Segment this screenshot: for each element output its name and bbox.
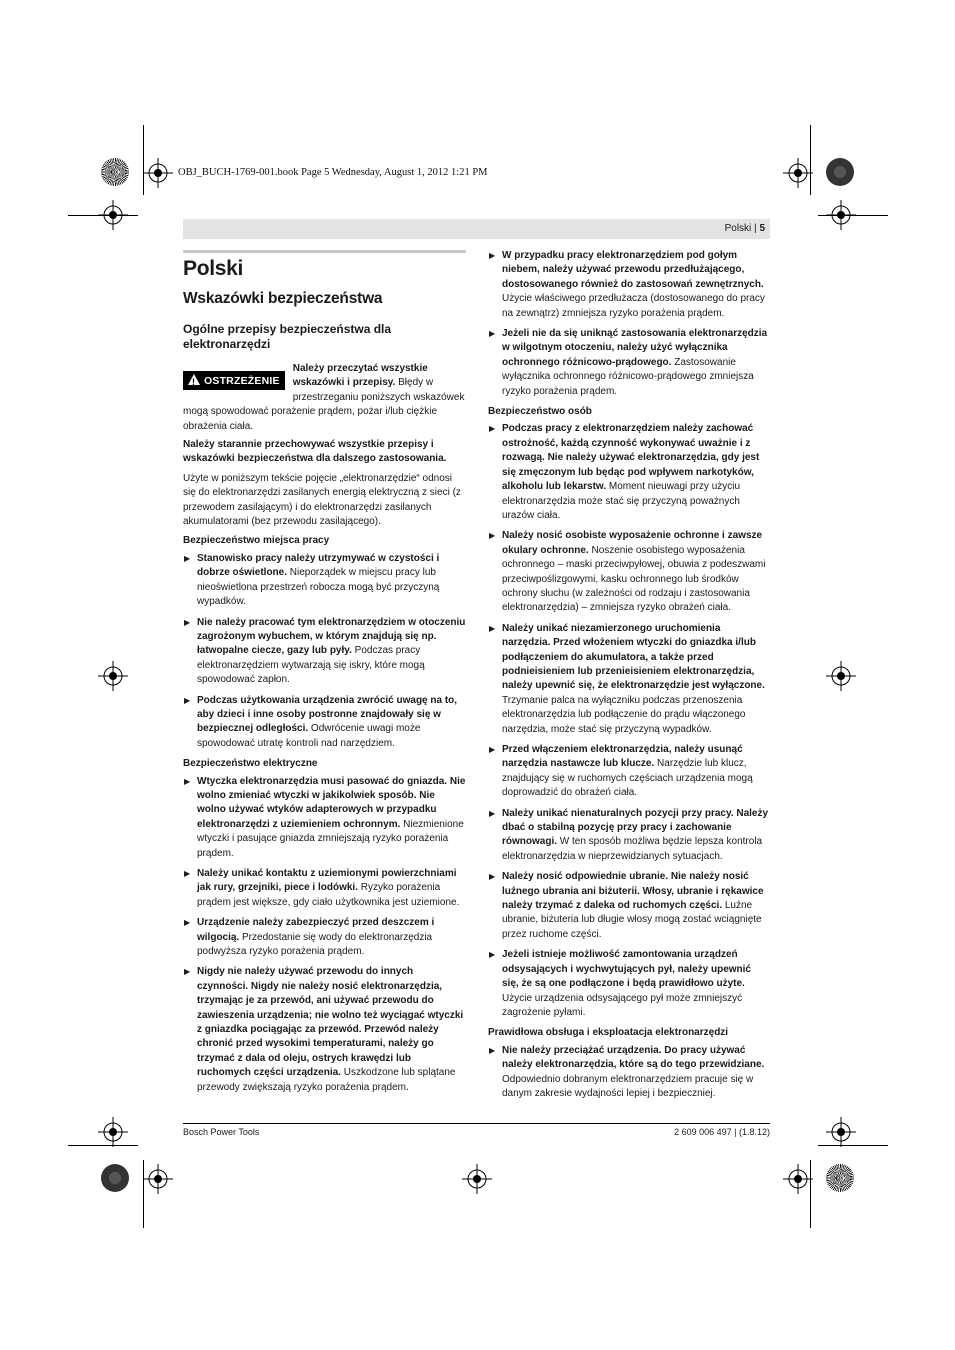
- page-header: Polski | 5: [724, 223, 765, 234]
- registration-mark-icon: [98, 1117, 128, 1147]
- list-item: ▶ Należy nosić osobiste wyposażenie ochronne i zawsze okulary ochronne. Noszenie osobistego wyposażenia ochronnego – maski przeciwpyłowej, obuwia z podeszwami przeciwpoślizgowymi, kasku ochronnego lub środków ochrony słuchu (w zależności od rodzaju i zastosowania elektronarzędzia) – zmniejsza ryzyko obrażeń ciała.: [488, 529, 770, 615]
- footer-doc-number: 2 609 006 497 | (1.8.12): [674, 1127, 770, 1137]
- registration-mark-icon: [143, 1164, 173, 1194]
- right-column: [488, 249, 770, 1107]
- section-heading: Ogólne przepisy bezpieczeństwa dla elektronarzędzi: [183, 322, 392, 351]
- footer-rule: [183, 1123, 770, 1124]
- registration-mark-icon: [826, 200, 856, 230]
- list-item: ▶ Należy unikać niezamierzonego uruchomienia narzędzia. Przed włożeniem wtyczki do gniazdka i/lub podłączeniem do akumulatora, a także przed podnieisieniem lub przenieisieniem elektronarzędzia, należy upewnić się, że elektronarzędzie jest wyłączone. Trzymanie palca na wyłączniku podczas przenoszenia elektronarzędzia lub podłączenie do prądu włączonego narzędzia, może stać się przyczyną wypadków.: [488, 622, 770, 737]
- registration-mark-icon: [783, 1164, 813, 1194]
- list-item: ▶ Nie należy pracować tym elektronarzędziem w otoczeniu zagrożonym wybuchem, w którym znajdują się np. łatwopalne ciecze, gazy lub pyły. Podczas pracy elektronarzędziem wytwarzają się iskry, które mogą spowodować zapłon.: [183, 616, 466, 688]
- definition-paragraph: Użyte w poniższym tekście pojęcie „elektronarzędzie“ odnosi się do elektronarzędzi zasilanych energią elektryczną z sieci (z przewodem zasilającym) i do elektronarzędzi zasilanych akumulatorami (bez przewodu zasilającego).: [183, 472, 461, 528]
- registration-mark-icon: [826, 1117, 856, 1147]
- color-dial-icon: [826, 158, 854, 186]
- warning-badge: !OSTRZEŻENIE: [183, 371, 285, 390]
- registration-mark-icon: [143, 158, 173, 188]
- registration-mark-icon: [98, 200, 128, 230]
- registration-mark-icon: [98, 661, 128, 691]
- list-item: ▶ Urządzenie należy zabezpieczyć przed deszczem i wilgocią. Przedostanie się wody do elektronarzędzia podwyższa ryzyko porażenia prądem.: [183, 916, 466, 959]
- subheading-workplace: Bezpieczeństwo miejsca pracy: [183, 535, 330, 547]
- list-item: ▶ Nie należy przeciążać urządzenia. Do pracy używać należy elektronarzędzia, które są do tego przewidziane. Odpowiednio dobranym elektronarzędziem pracuje się w danym zakresie wydajności lepiej i bezpieczniej.: [488, 1044, 770, 1102]
- warning-text: Błędy w przestrzeganiu poniższych wskazówek mogą spowodować porażenie prądem, pożar i/lub ciężkie obrażenia ciała.: [183, 377, 465, 432]
- registration-mark-icon: [826, 661, 856, 691]
- list-item: ▶ Wtyczka elektronarzędzia musi pasować do gniazda. Nie wolno zmieniać wtyczki w jakikolwiek sposób. Nie wolno używać wtyków adapterowych w przypadku elektronarzędzi z uziemieniem ochronnym. Niezmienione wtyczki i pasujące gniazda zmniejszają ryzyko porażenia prądem.: [183, 775, 466, 861]
- subheading-handling: Prawidłowa obsługa i eksploatacja elektronarzędzi: [488, 1027, 729, 1039]
- color-dial-icon: [101, 1164, 129, 1192]
- list-item: ▶ W przypadku pracy elektronarzędziem pod gołym niebem, należy używać przewodu przedłużającego, dostosowanego również do zastosowań zewnętrznych. Użycie właściwego przedłużacza (dostosowanego do pracy na zewnątrz) zmniejsza ryzyko porażenia prądem.: [488, 249, 770, 321]
- list-item: ▶ Stanowisko pracy należy utrzymywać w czystości i dobrze oświetlone. Nieporządek w miejscu pracy lub nieoświetlona przestrzeń robocza mogą być przyczyną wypadków.: [183, 552, 466, 610]
- color-dial-icon: [826, 1164, 854, 1192]
- list-item: ▶ Nigdy nie należy używać przewodu do innych czynności. Nigdy nie należy nosić elektronarzędzia, trzymając je za przewód, ani używać przewodu do zawieszenia urządzenia; nie wolno też wyciągać wtyczki z gniazdka pociągając za przewód. Przewód należy chronić przed wysokimi temperaturami, należy go trzymać z dala od oleju, ostrych krawędzi lub ruchomych części urządzenia. Uszkodzone lub splątane przewody zwiększają ryzyko porażenia prądem.: [183, 965, 466, 1095]
- list-item: ▶ Należy nosić odpowiednie ubranie. Nie należy nosić luźnego ubrania ani biżuterii. Włosy, ubranie i rękawice należy trzymać z daleka od ruchomych części. Luźne ubranie, biżuteria lub długie włosy mogą zostać wciągnięte przez ruchome części.: [488, 870, 770, 942]
- print-slug: OBJ_BUCH-1769-001.book Page 5 Wednesday, August 1, 2012 1:21 PM: [178, 167, 488, 178]
- list-item: ▶ Należy unikać nienaturalnych pozycji przy pracy. Należy dbać o stabilną pozycję przy pracy i zachowanie równowagi. W ten sposób możliwa będzie lepsza kontrola elektronarzędzia w nieprzewidzianych sytuacjach.: [488, 807, 770, 865]
- warning-block: [183, 362, 466, 434]
- header-language: Polski: [724, 223, 752, 234]
- list-item: ▶ Należy unikać kontaktu z uziemionymi powierzchniami jak rury, grzejniki, piece i lodówki. Ryzyko porażenia prądem jest większe, gdy ciało użytkownika jest uziemione.: [183, 867, 466, 910]
- page-title: Polski: [183, 257, 244, 280]
- list-item: ▶ Jeżeli istnieje możliwość zamontowania urządzeń odsysających i wychwytujących pył, należy upewnić się, że są one podłączone i będą prawidłowo użyte. Użycie urządzenia odsysającego pył może zmniejszyć zagrożenie pyłami.: [488, 948, 770, 1020]
- section-title: Wskazówki bezpieczeństwa: [183, 290, 383, 307]
- subheading-personal: Bezpieczeństwo osób: [488, 406, 592, 418]
- list-item: ▶ Podczas pracy z elektronarzędziem należy zachować ostrożność, każdą czynność wykonywać uważnie i z rozwagą. Nie należy używać elektronarzędzia, gdy jest się zmęczonym lub będąc pod wpływem narkotyków, alkoholu lub lekarstw. Moment nieuwagi przy użyciu elektronarzędzia może stać się przyczyną poważnych urazów ciała.: [488, 422, 770, 523]
- list-item: ▶ Podczas użytkowania urządzenia zwrócić uwagę na to, aby dzieci i inne osoby postronne znajdowały się w bezpiecznej odległości. Odwrócenie uwagi może spowodować utratę kontroli nad narzędziem.: [183, 694, 466, 752]
- list-item: ▶ Przed włączeniem elektronarzędzia, należy usunąć narzędzia nastawcze lub klucze. Narzędzie lub klucz, znajdujący się w ruchomych częściach urządzenia mogą doprowadzić do obrażeń ciała.: [488, 743, 770, 801]
- color-dial-icon: [101, 158, 129, 186]
- registration-mark-icon: [462, 1164, 492, 1194]
- subheading-electrical: Bezpieczeństwo elektryczne: [183, 758, 318, 770]
- warning-icon: [188, 374, 200, 385]
- registration-mark-icon: [783, 158, 813, 188]
- page-header-bar: [183, 219, 770, 239]
- keep-instructions: Należy starannie przechowywać wszystkie przepisy i wskazówki bezpieczeństwa dla dalszego zastosowania.: [183, 439, 447, 465]
- list-item: ▶ Jeżeli nie da się uniknąć zastosowania elektronarzędzia w wilgotnym otoczeniu, należy użyć wyłącznika ochronnego różnicowo-prądowego. Zastosowanie wyłącznika ochronnego różnicowo-prądowego zmniejsza ryzyko porażenia prądem.: [488, 327, 770, 399]
- left-column: [183, 250, 466, 1101]
- footer-brand: Bosch Power Tools: [183, 1127, 260, 1137]
- page-number: 5: [759, 223, 765, 234]
- warning-bold: Należy przeczytać wszystkie wskazówki i przepisy.: [292, 363, 428, 389]
